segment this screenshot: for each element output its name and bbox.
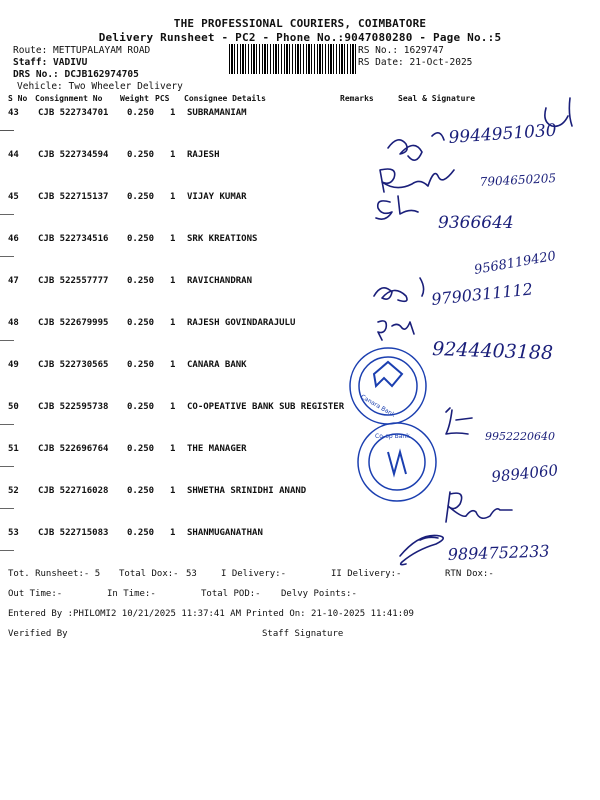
row-marker [0,424,14,425]
row-sno: 52 [8,486,19,496]
row-consignee: SRK KREATIONS [187,234,258,244]
row-consignee: SHWETHA SRINIDHI ANAND [187,486,307,496]
row-marker [0,340,14,341]
in-time: In Time:- [107,589,156,599]
row-sno: 43 [8,108,19,118]
row-marker [0,214,14,215]
row-pcs: 1 [170,402,176,412]
rs-date: RS Date: 21-Oct-2025 [358,57,473,68]
total-pod: Total POD:- [201,589,261,599]
row-marker [0,130,14,131]
handwritten-45: 9366644 [438,213,514,233]
company-title: THE PROFESSIONAL COURIERS, COIMBATORE [173,17,427,30]
row-pcs: 1 [170,150,176,160]
table-row [0,108,600,122]
col-seal-signature: Seal & Signature [398,94,476,103]
row-consignment: CJB 522715137 [38,192,109,202]
handwritten-52: 9894060 [490,461,559,486]
handwritten-47: 9790311112 [430,279,534,309]
drs-number: DRS No.: DCJB162974705 [13,69,139,80]
table-row [0,528,600,542]
col-remarks: Remarks [340,94,374,103]
row-sno: 47 [8,276,19,286]
col-sno: S No [8,94,28,103]
row-marker [0,466,14,467]
row-weight: 0.250 [127,360,155,370]
row-consignment: CJB 522696764 [38,444,109,454]
row-consignment: CJB 522734594 [38,150,109,160]
row-pcs: 1 [170,360,176,370]
signature-44 [380,169,454,192]
runsheet-subtitle: Delivery Runsheet - PC2 - Phone No.:9047080280 - Page No.:5 [98,31,502,44]
route-label: Route: METTUPALAYAM ROAD [13,45,151,56]
row-sno: 51 [8,444,19,454]
row-weight: 0.250 [127,276,155,286]
vehicle-label: Vehicle: Two Wheeler Delivery [17,81,183,92]
total-dox-value: 53 [186,569,197,579]
row-consignment: CJB 522716028 [38,486,109,496]
row-consignment: CJB 522557777 [38,276,109,286]
handwritten-50: 9952220640 [485,430,555,443]
i-delivery: I Delivery:- [221,569,287,579]
row-consignee: SUBRAMANIAM [187,108,247,118]
row-sno: 44 [8,150,19,160]
row-weight: 0.250 [127,192,155,202]
row-marker [0,550,14,551]
table-row [0,192,600,206]
handwritten-53: 9894752233 [447,541,550,564]
handwritten-44: 7904650205 [479,171,557,189]
total-dox-label: Total Dox:- [119,569,179,579]
table-row [0,360,600,374]
row-weight: 0.250 [127,528,155,538]
row-consignee: VIJAY KUMAR [187,192,247,202]
out-time: Out Time:- [8,589,63,599]
verified-by: Verified By [8,629,68,639]
row-weight: 0.250 [127,318,155,328]
col-pcs: PCS [155,94,170,103]
row-sno: 48 [8,318,19,328]
row-sno: 46 [8,234,19,244]
rtn-dox: RTN Dox:- [445,569,494,579]
row-weight: 0.250 [127,234,155,244]
row-pcs: 1 [170,192,176,202]
stamp-text: Canara Bank [359,393,397,419]
row-consignment: CJB 522715083 [38,528,109,538]
col-weight: Weight [120,94,149,103]
handwritten-43: 9944951030 [447,120,558,148]
row-consignee: RAVICHANDRAN [187,276,253,286]
table-row [0,318,600,332]
staff-signature: Staff Signature [262,629,344,639]
row-sno: 45 [8,192,19,202]
row-consignment: CJB 522595738 [38,402,109,412]
row-pcs: 1 [170,234,176,244]
ii-delivery: II Delivery:- [331,569,402,579]
col-consignee: Consignee Details [184,94,266,103]
handwritten-48: 9244403188 [431,338,554,365]
row-pcs: 1 [170,528,176,538]
row-consignee: SHANMUGANATHAN [187,528,263,538]
handwritten-46: 9568119420 [473,248,558,278]
row-consignee: THE MANAGER [187,444,247,454]
table-row [0,402,600,416]
row-weight: 0.250 [127,108,155,118]
row-marker [0,256,14,257]
row-consignee: RAJESH GOVINDARAJULU [187,318,296,328]
row-pcs: 1 [170,444,176,454]
row-pcs: 1 [170,276,176,286]
rs-number: RS No.: 1629747 [358,45,444,56]
row-weight: 0.250 [127,444,155,454]
row-marker [0,508,14,509]
entered-by: Entered By :PHILOMI2 10/21/2025 11:37:41 AM [8,609,241,619]
row-weight: 0.250 [127,402,155,412]
stamp-text: Co-op Bank [375,433,410,440]
row-consignee: CO-OPEATIVE BANK SUB REGISTER [187,402,345,412]
barcode [229,44,356,74]
row-pcs: 1 [170,318,176,328]
table-row [0,276,600,290]
row-sno: 50 [8,402,19,412]
row-consignee: RAJESH [187,150,220,160]
row-consignment: CJB 522734701 [38,108,109,118]
row-weight: 0.250 [127,486,155,496]
row-sno: 53 [8,528,19,538]
row-pcs: 1 [170,486,176,496]
row-consignment: CJB 522679995 [38,318,109,328]
staff-label: Staff: VADIVU [13,57,88,68]
table-row [0,486,600,500]
table-row [0,444,600,458]
table-row [0,150,600,164]
row-pcs: 1 [170,108,176,118]
tot-runsheet: Tot. Runsheet:- 5 [8,569,101,579]
row-consignment: CJB 522730565 [38,360,109,370]
delvy-points: Delvy Points:- [281,589,357,599]
row-weight: 0.250 [127,150,155,160]
row-consignment: CJB 522734516 [38,234,109,244]
table-row [0,234,600,248]
row-sno: 49 [8,360,19,370]
row-consignee: CANARA BANK [187,360,247,370]
printed-on: Printed On: 21-10-2025 11:41:09 [246,609,414,619]
col-consignment: Consignment No [35,94,103,103]
